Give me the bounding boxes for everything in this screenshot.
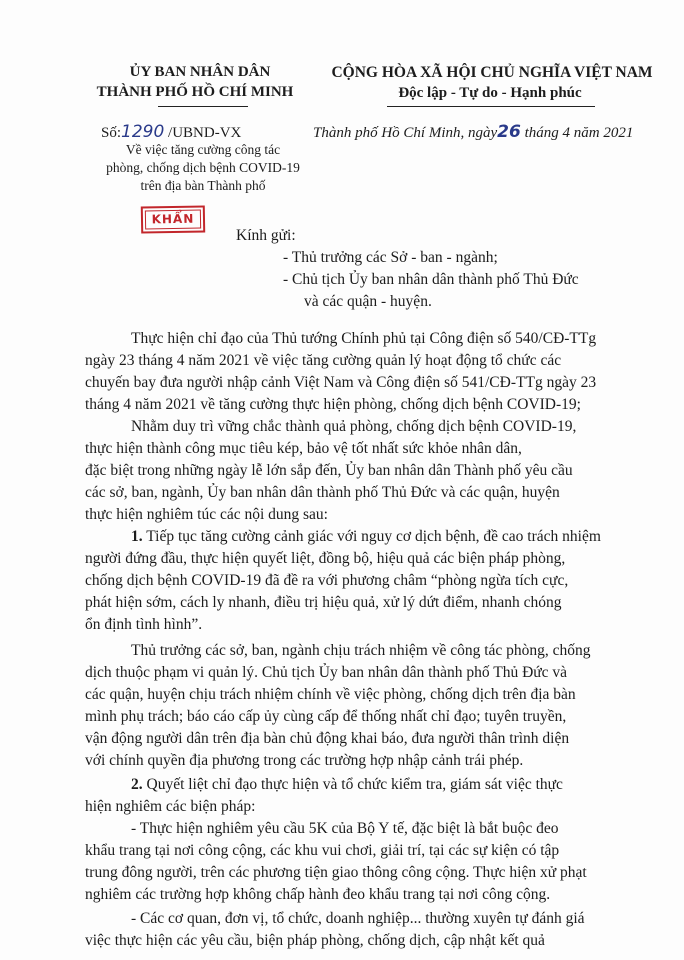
body-line: các sở, ban, ngành, Ủy ban nhân dân thành phố Thủ Đức và các quận, huyện	[85, 484, 560, 501]
body-line: ngày 23 tháng 4 năm 2021 về việc tăng cường quản lý hoạt động tổ chức các	[85, 352, 562, 369]
body-line: Thực hiện chỉ đạo của Thủ tướng Chính phủ tại Công điện số 540/CĐ-TTg	[131, 330, 597, 347]
body-line: ổn định tình hình”.	[85, 616, 203, 633]
body-line: các quận, huyện chịu trách nhiệm chính về việc phòng, chống dịch trên địa bàn	[85, 686, 576, 703]
date-prefix: Thành phố Hồ Chí Minh, ngày	[313, 125, 498, 141]
national-motto: Độc lập - Tự do - Hạnh phúc	[398, 85, 582, 101]
document-number	[101, 122, 241, 142]
body-line: việc thực hiện các yêu cầu, biện pháp phòng, chống dịch, cập nhật kết quả	[85, 932, 545, 949]
body-line: với chính quyền địa phương trong các trường hợp nhập cảnh trái phép.	[85, 752, 524, 769]
body-line: - Các cơ quan, đơn vị, tổ chức, doanh nghiệp... thường xuyên tự đánh giá	[131, 910, 585, 927]
motto-underline	[387, 106, 595, 107]
body-line: khẩu trang tại nơi công cộng, các khu vui chơi, giải trí, tại các sự kiện có tập	[85, 842, 560, 859]
urgent-stamp	[141, 205, 205, 233]
date-suffix: tháng 4 năm 2021	[524, 125, 634, 141]
body-line: vận động người dân trên địa bàn chủ động khai báo, đưa người thân trình diện	[85, 730, 570, 747]
subject-line-2: phòng, chống dịch bệnh COVID-19	[106, 160, 300, 175]
body-line: tháng 4 năm 2021 về tăng cường thực hiện phòng, chống dịch bệnh COVID-19;	[85, 396, 581, 413]
body-line: dịch thuộc phạm vi quản lý. Chủ tịch Ủy ban nhân dân thành phố Thủ Đức và	[85, 664, 568, 681]
body-line: Nhằm duy trì vững chắc thành quả phòng, chống dịch bệnh COVID-19,	[131, 418, 577, 435]
body-line: người đứng đầu, thực hiện quyết liệt, đồng bộ, hiệu quả các biện pháp phòng,	[85, 550, 566, 567]
body-line: chuyến bay đưa người nhập cảnh Việt Nam và Công điện số 541/CĐ-TTg ngày 23	[85, 374, 597, 391]
body-line: chống dịch bệnh COVID-19 đã đề ra với phương châm “phòng ngừa tích cực,	[85, 572, 569, 589]
doc-number-prefix: Số:	[101, 125, 122, 141]
section-1-first-line	[131, 528, 601, 546]
section-1-number: 1.	[131, 528, 143, 545]
stamp-inner-border	[145, 210, 201, 230]
date-day-handwritten: 26	[497, 122, 521, 142]
subject-line-1: Về việc tăng cường công tác	[125, 142, 281, 157]
recipient-line: - Thủ trưởng các Sở - ban - ngành;	[283, 249, 498, 266]
org-underline	[158, 106, 248, 107]
document-date	[313, 122, 633, 142]
stamp-text: KHẨN	[151, 211, 195, 227]
body-line: Thủ trưởng các sở, ban, ngành chịu trách nhiệm về công tác phòng, chống	[131, 642, 591, 659]
body-line: phát hiện sớm, cách ly nhanh, điều trị hiệu quả, xử lý dứt điểm, nhanh chóng	[85, 594, 562, 611]
body-line: thực hiện nghiêm túc các nội dung sau:	[85, 506, 328, 523]
body-line: hiện nghiêm các biện pháp:	[85, 798, 256, 815]
issuing-org-line2: THÀNH PHỐ HỒ CHÍ MINH	[96, 84, 294, 100]
body-line: đặc biệt trong những ngày lễ lớn sắp đến, Ủy ban nhân dân Thành phố yêu cầu	[85, 462, 573, 479]
body-line: nghiêm các trường hợp không chấp hành đeo khẩu trang tại nơi công cộng.	[85, 886, 551, 903]
body-line: thực hiện thành công mục tiêu kép, bảo vệ tốt nhất sức khỏe nhân dân,	[85, 440, 522, 457]
national-title: CỘNG HÒA XÃ HỘI CHỦ NGHĨA VIỆT NAM	[331, 64, 653, 81]
issuing-org-line1: ỦY BAN NHÂN DÂN	[129, 64, 271, 80]
doc-number-suffix: /UBND-VX	[168, 125, 242, 141]
body-line: trung đông người, trên các phương tiện giao thông công cộng. Thực hiện xử phạt	[85, 864, 587, 881]
recipients-greeting: Kính gửi:	[236, 227, 296, 244]
recipient-line: và các quận - huyện.	[304, 293, 432, 310]
subject-line-3: trên địa bàn Thành phố	[140, 178, 266, 193]
section-1-text: Tiếp tục tăng cường cảnh giác với nguy cơ dịch bệnh, đề cao trách nhiệm	[142, 528, 601, 545]
section-2-number: 2.	[131, 776, 143, 793]
section-2-text: Quyết liệt chỉ đạo thực hiện và tổ chức kiểm tra, giám sát việc thực	[142, 776, 563, 793]
body-line: - Thực hiện nghiêm yêu cầu 5K của Bộ Y tế, đặc biệt là bắt buộc đeo	[131, 820, 559, 837]
doc-number-handwritten: 1290	[121, 122, 165, 142]
section-2-first-line	[131, 776, 563, 794]
body-line: mình phụ trách; báo cáo cấp ủy cùng cấp để thống nhất chỉ đạo; tuyên truyền,	[85, 708, 567, 725]
recipient-line: - Chủ tịch Ủy ban nhân dân thành phố Thủ Đức	[283, 271, 579, 288]
